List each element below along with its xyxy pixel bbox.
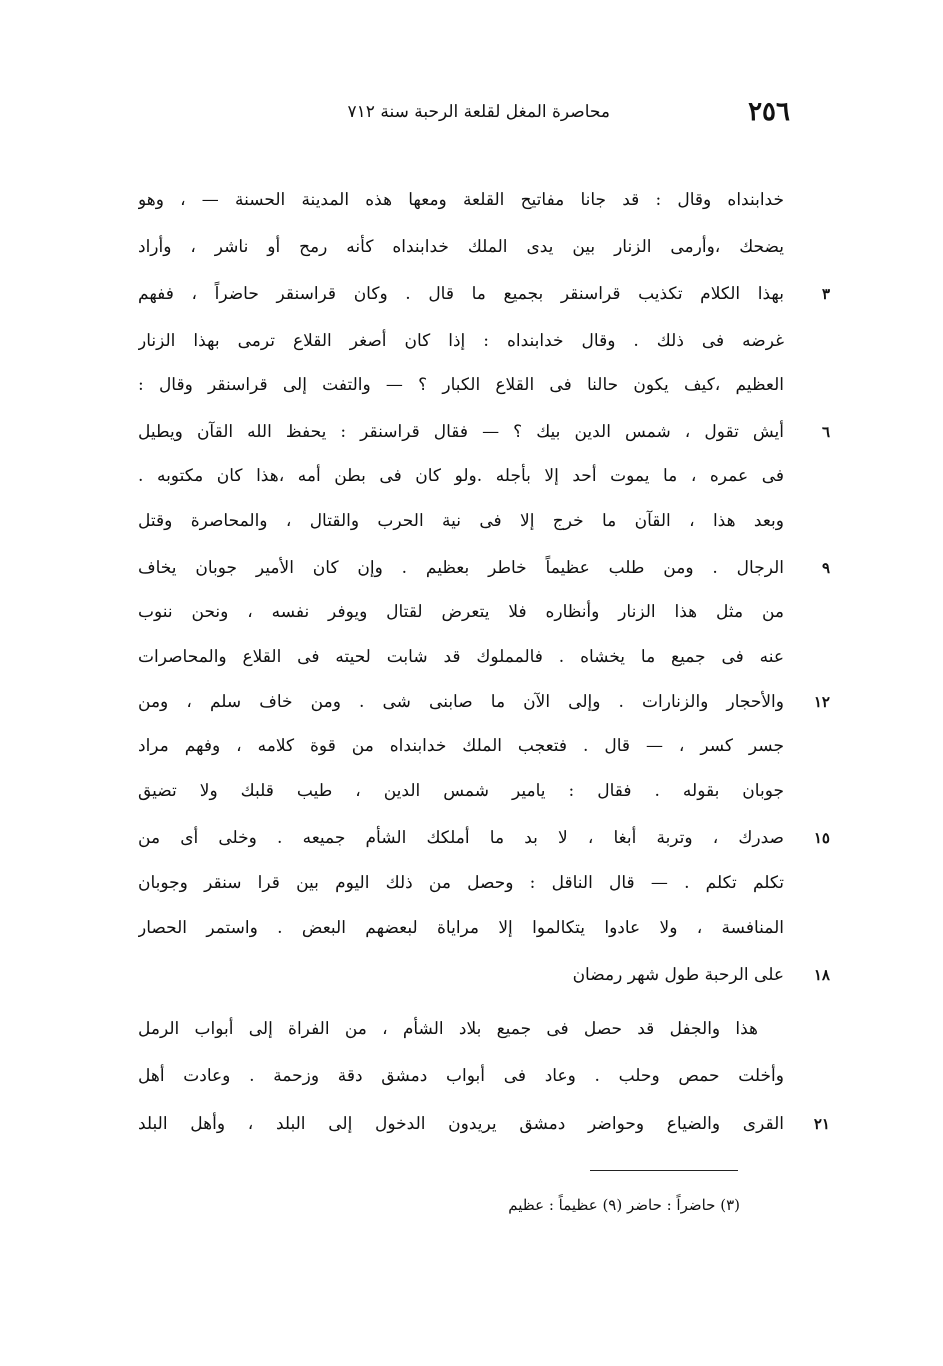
footnote-divider xyxy=(590,1170,738,1171)
line-number: ١٥ xyxy=(813,829,830,847)
page-number: ٢٥٦ xyxy=(748,97,790,127)
text-line: بهذا الكلام تكذيب قراسنقر بجميع ما قال . وكان قراسنقر حاضراً ، ففهم xyxy=(138,284,784,304)
line-number: ١٨ xyxy=(813,966,830,984)
text-line: وبعد هذا ، القآن ما خرج إلا فى نية الحرب والقتال ، والمحاصرة وقتل xyxy=(138,511,784,531)
footnote: (٣) حاضراً : حاضر (٩) عظيماً : عظيم xyxy=(508,1196,740,1214)
text-line: تكلم تكلم . — قال الناقل : وحصل من ذلك اليوم بين قرا سنقر وجوبان xyxy=(138,873,784,893)
text-line: عنه فى جميع ما يخشاه . فالمملوك قد شابت لحيته فى القلاع والمحاصرات xyxy=(138,647,784,667)
text-line: جوبان بقوله . فقال : يامير شمس الدين ، طيب قلبك ولا تضيق xyxy=(138,781,784,801)
line-number: ٦ xyxy=(821,423,830,441)
line-number: ١٢ xyxy=(813,693,830,711)
line-number: ٣ xyxy=(821,285,830,303)
page-header xyxy=(150,92,790,132)
text-line: الرجال . ومن طلب عظيماً خاطر بعظيم . وإن كان الأمير جوبان يخاف xyxy=(138,558,784,578)
text-line: جسر كسر ، — قال . فتعجب الملك خدابنداه من قوة كلامه ، وفهم مراد xyxy=(138,736,784,756)
text-line: القرى والضياع وحواضر دمشق يريدون الدخول إلى البلد ، وأهل البلد xyxy=(138,1114,784,1134)
text-line: العظيم ،كيف يكون حالنا فى القلاع الكبار ؟ — والتفت إلى قراسنقر وقال : xyxy=(138,375,784,395)
line-number: ٢١ xyxy=(813,1115,830,1133)
text-line: صدرك ، وتربة أبغا ، لا بد ما أملكك الشأم جميعه . وخلى أى من xyxy=(138,828,784,848)
text-line: من مثل هذا الزنار وأنظاره فلا يتعرض لقتال ويوفر نفسه ، ونحن ننوب xyxy=(138,602,784,622)
running-head: محاصرة المغل لقلعة الرحبة سنة ٧١٢ xyxy=(347,102,610,122)
text-line: خدابنداه وقال : قد جانا مفاتيح القلعة ومعها هذه المدينة الحسنة — ، وهو xyxy=(138,190,784,210)
line-number: ٩ xyxy=(821,559,830,577)
text-line: يضحك ،وأرمى الزنار بين يدى الملك خدابنداه كأنه رمح أو ناشر ، وأراد xyxy=(138,237,784,257)
text-line: أيش تقول ، شمس الدين بيك ؟ — فقال قراسنقر : يحفظ الله القآن ويطيل xyxy=(138,422,784,442)
paragraph-start-line: هذا والجفل قد حصل فى جميع بلاد الشأم ، من الفراة إلى أبواب الرمل xyxy=(138,1019,758,1039)
text-line: المنافسة ، ولا عادوا يتكالموا إلا مراياة لبعضهم البعض . واستمر الحصار xyxy=(138,918,784,938)
text-line: فى عمره ، ما يموت أحد إلا بأجله .ولو كان فى بطن أمه ،هذا كان مكتوبه . xyxy=(138,466,784,486)
text-line: وأخلت حمص وحلب . وعاد فى أبواب دمشق دقة وزحمة . وعادت أهل xyxy=(138,1066,784,1086)
text-line: على الرحبة طول شهر رمضان xyxy=(572,965,784,985)
text-line: غرضه فى ذلك . وقال خدابنداه : إذا كان أصغر القلاع ترمى بهذا الزنار xyxy=(138,331,784,351)
text-line: والأحجار والزنارات . وإلى الآن ما صابنى شى . ومن خاف سلم ، ومن xyxy=(138,692,784,712)
